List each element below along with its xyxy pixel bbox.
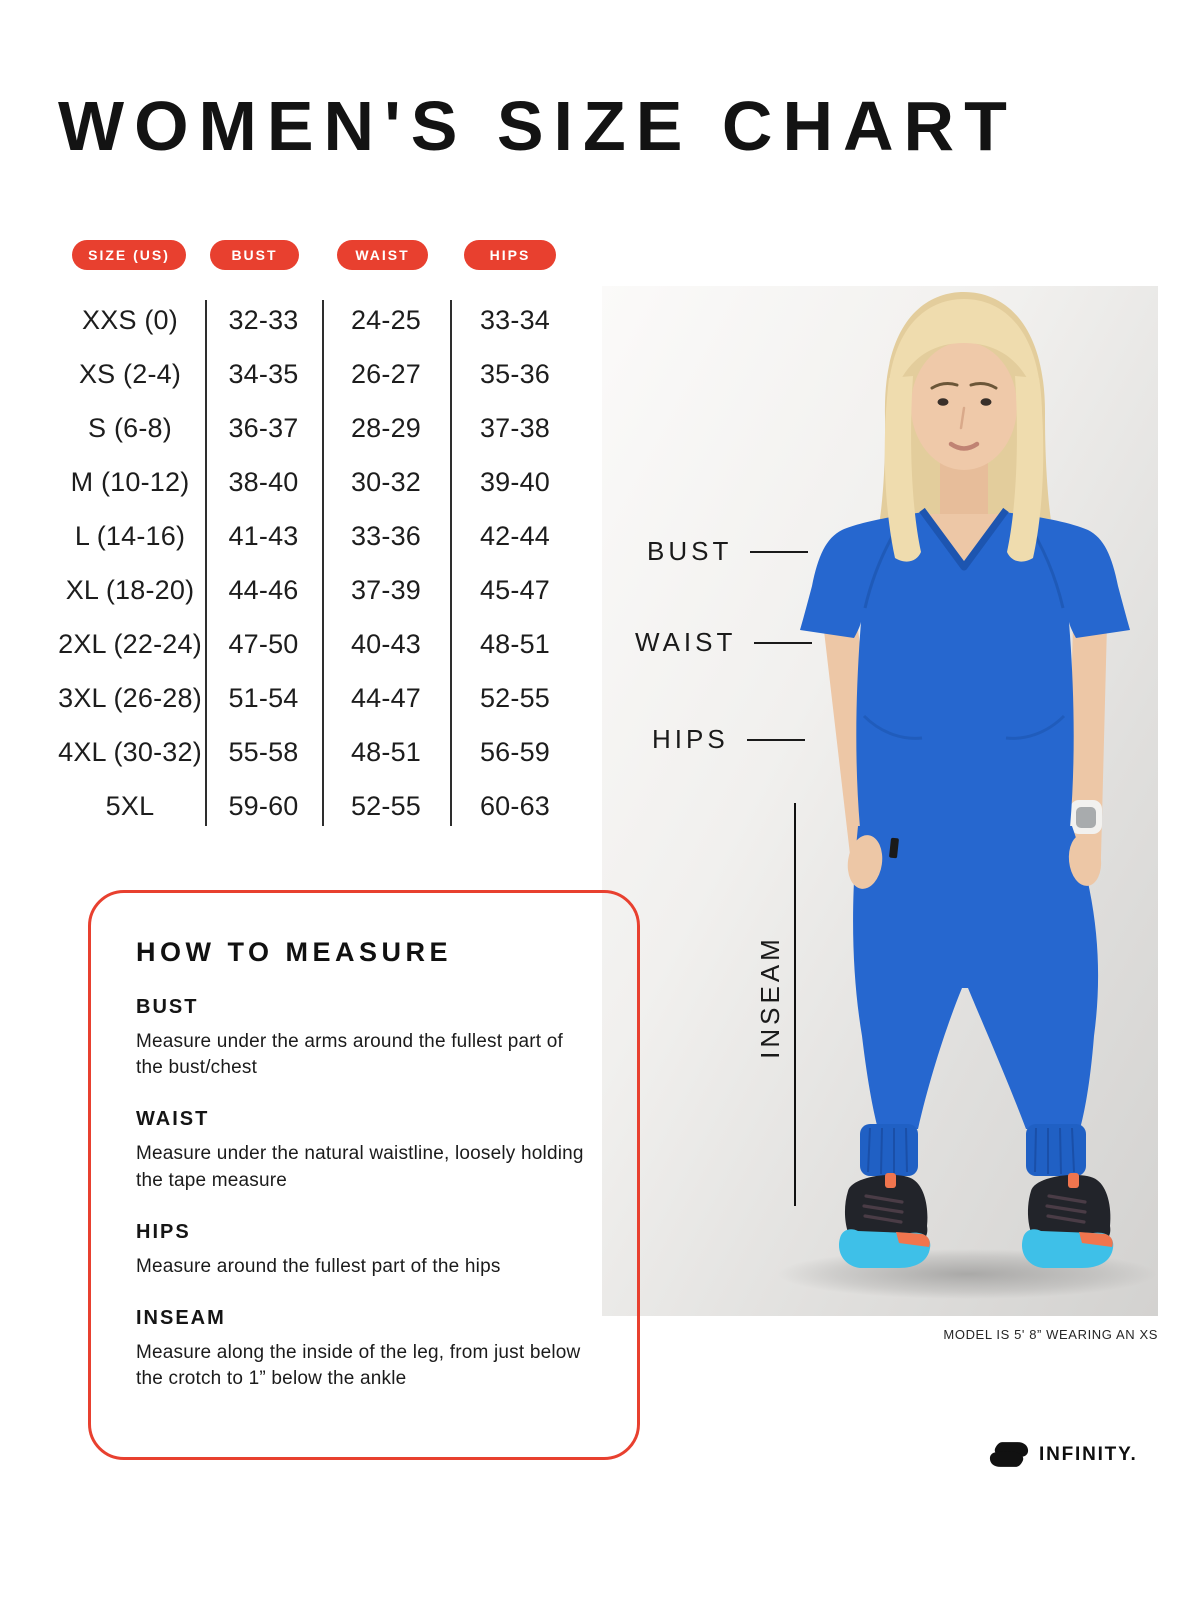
- bust-callout-line: [750, 551, 808, 553]
- size-cell: XXS (0): [82, 304, 178, 335]
- hips-callout: [652, 724, 805, 755]
- size-cell: 3XL (26-28): [58, 682, 202, 713]
- size-cell: L (14-16): [74, 520, 186, 551]
- measure-section-label: INSEAM: [136, 1307, 226, 1330]
- waist-callout-label: WAIST: [635, 627, 737, 657]
- size-cell: 5XL: [105, 790, 155, 821]
- bust-cell: 44-46: [228, 574, 299, 605]
- column-divider: [450, 300, 452, 826]
- waist-cell: 40-43: [350, 628, 422, 659]
- how-to-measure-panel: [88, 890, 640, 1460]
- measure-section-bust: [136, 996, 591, 1081]
- column-header-size: SIZE (US): [72, 240, 186, 270]
- waist-cell: 37-39: [350, 574, 422, 605]
- bust-callout-label: BUST: [647, 536, 733, 566]
- column-divider: [322, 300, 324, 826]
- measure-section-text: Measure under the natural waistline, loosely holding the tape measure: [136, 1143, 584, 1191]
- hips-callout-label: HIPS: [652, 724, 729, 754]
- brand-wordmark: INFINITY.: [1039, 1443, 1138, 1465]
- measure-section-text: Measure around the fullest part of the hips: [136, 1255, 501, 1277]
- bust-cell: 55-58: [228, 736, 299, 767]
- page-title: WOMEN'S SIZE CHART: [58, 87, 1017, 165]
- model-illustration: [602, 286, 1158, 1316]
- size-cell: 4XL (30-32): [58, 736, 202, 767]
- measure-section-text: Measure along the inside of the leg, from just below the crotch to 1” below the ankle: [136, 1342, 581, 1390]
- measure-section-label: BUST: [136, 996, 199, 1018]
- model-caption: MODEL IS 5' 8” WEARING AN XS: [943, 1327, 1158, 1342]
- waist-callout-line: [754, 642, 812, 644]
- waist-cell: 24-25: [350, 304, 422, 335]
- hips-cell: 60-63: [479, 790, 551, 821]
- bust-cell: 32-33: [228, 304, 299, 335]
- hips-cell: 39-40: [479, 466, 551, 497]
- inseam-callout-label: INSEAM: [755, 935, 785, 1059]
- size-cell: M (10-12): [70, 466, 190, 497]
- bust-cell: 36-37: [228, 412, 299, 443]
- measure-section-text: Measure under the arms around the fullest part of the bust/chest: [136, 1031, 563, 1079]
- column-divider: [205, 300, 207, 826]
- measure-section-label: HIPS: [136, 1220, 191, 1243]
- hips-cell: 37-38: [479, 412, 551, 443]
- sneaker: [839, 1173, 930, 1268]
- size-table: [55, 293, 580, 833]
- model-photo: [602, 286, 1158, 1316]
- hips-cell: 56-59: [479, 736, 551, 767]
- bust-cell: 38-40: [228, 466, 299, 497]
- measure-section-label: WAIST: [136, 1108, 210, 1131]
- bust-callout: [647, 536, 808, 567]
- column-header-bust: BUST: [210, 240, 299, 270]
- hips-cell: 48-51: [479, 628, 551, 659]
- brand-logo: [988, 1440, 1138, 1469]
- column-header-hips: HIPS: [464, 240, 556, 270]
- waist-callout: [635, 627, 812, 658]
- bust-cell: 59-60: [228, 790, 299, 821]
- how-to-measure-heading: HOW TO MEASURE: [136, 937, 453, 967]
- inseam-callout-line: [794, 803, 796, 1206]
- waist-cell: 44-47: [350, 682, 422, 713]
- size-cell: XS (2-4): [78, 358, 182, 389]
- hips-cell: 42-44: [479, 520, 551, 551]
- size-cell: S (6-8): [88, 412, 172, 443]
- waist-cell: 30-32: [350, 466, 422, 497]
- waist-cell: 52-55: [350, 790, 422, 821]
- infinity-swoosh-icon: [988, 1440, 1030, 1469]
- size-cell: XL (18-20): [65, 574, 195, 605]
- bust-cell: 34-35: [228, 358, 299, 389]
- waist-cell: 33-36: [350, 520, 422, 551]
- bust-cell: 41-43: [228, 520, 299, 551]
- hips-cell: 35-36: [479, 358, 551, 389]
- hips-cell: 33-34: [479, 304, 551, 335]
- waist-cell: 48-51: [350, 736, 422, 767]
- hips-callout-line: [747, 739, 805, 741]
- measure-section-inseam: [136, 1307, 591, 1392]
- sneaker: [1022, 1173, 1113, 1268]
- bust-cell: 51-54: [228, 682, 299, 713]
- hips-cell: 45-47: [479, 574, 551, 605]
- waist-cell: 28-29: [350, 412, 422, 443]
- bust-cell: 47-50: [228, 628, 299, 659]
- column-header-waist: WAIST: [337, 240, 428, 270]
- size-cell: 2XL (22-24): [58, 628, 202, 659]
- measure-section-waist: [136, 1108, 591, 1193]
- measure-section-hips: [136, 1221, 591, 1280]
- hips-cell: 52-55: [479, 682, 551, 713]
- waist-cell: 26-27: [350, 358, 422, 389]
